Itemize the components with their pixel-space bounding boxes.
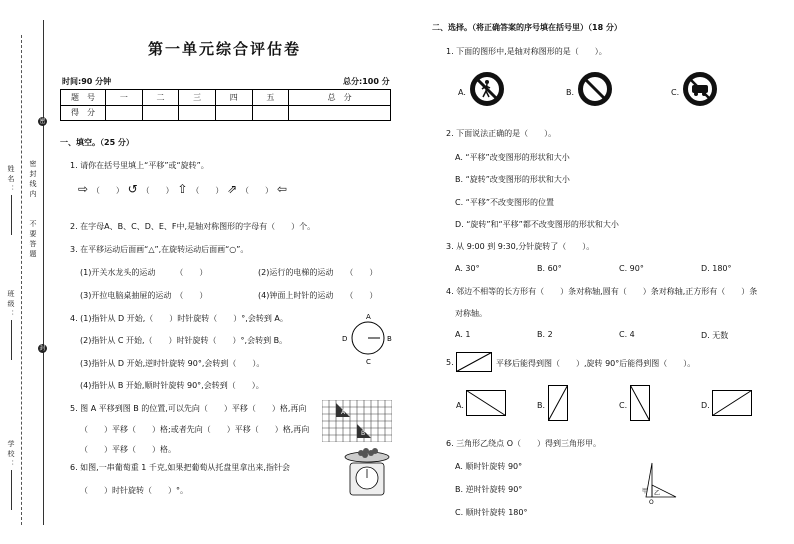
triangle-label-jia: 甲	[642, 488, 649, 495]
section-1-heading: 一、填空。（25 分）	[60, 138, 134, 147]
q4-option: D. 无数	[701, 331, 729, 340]
q1-blank[interactable]: （ ）	[241, 186, 274, 195]
q1-blank[interactable]: （ ）	[191, 186, 224, 195]
q4-circle-diagram	[340, 312, 396, 368]
question-2-6: 6. 三角形乙绕点 O（ ）得到三角形甲。	[446, 439, 602, 448]
score-table-score-row	[61, 105, 391, 121]
q5-number: 5.	[446, 358, 454, 367]
q1-arrows-row	[78, 182, 287, 196]
q1-blank[interactable]: （ ）	[141, 186, 174, 195]
vehicle-icon	[688, 77, 712, 101]
score-cell: 得 分	[61, 105, 106, 121]
score-cell[interactable]	[215, 105, 252, 121]
q4-line: 4. 邻边不相等的长方形有（ ）条对称轴,圆有（ ）条对称轴,正方形有（ ）条	[446, 287, 758, 296]
q4-option: A. 1	[455, 330, 471, 339]
q4-item: (2)指针从 C 开始,（ ）时针旋转（ ）°,会转到 B。	[80, 336, 288, 345]
binding-solid-line	[43, 20, 44, 525]
score-cell[interactable]	[252, 105, 289, 121]
q4-item: (4)指针从 B 开始,顺时针旋转 90°,会转到（ ）。	[80, 381, 264, 390]
no-pedestrian-sign-icon	[470, 72, 504, 106]
q5-option-c-figure[interactable]	[630, 385, 650, 421]
q5-option-a-figure[interactable]	[466, 390, 506, 416]
question-2-3: 3. 从 9:00 到 9:30,分针旋转了（ ）。	[446, 242, 595, 251]
school-label: 学校：	[7, 440, 15, 470]
q5-grid-figure	[322, 400, 392, 442]
slash-icon	[583, 77, 607, 101]
q5-line: 5. 图 A 平移到图 B 的位置,可以先向（ ）平移（ ）格,再向	[70, 404, 307, 413]
binding-dashed-line	[21, 35, 22, 525]
q4-line: 对称轴。	[455, 309, 487, 318]
question-1-1: 1. 请你在括号里填上“平移”或“旋转”。	[70, 161, 209, 170]
section-2-heading: 二、选择。（将正确答案的序号填在括号里）（18 分）	[432, 23, 622, 32]
q5-text: 平移后能得到图（ ）,旋转 90°后能得到图（ ）。	[496, 359, 696, 368]
no-vehicle-sign-icon	[683, 72, 717, 106]
binding-dot-1: 密	[39, 118, 46, 125]
score-table-header-row	[61, 90, 391, 106]
q5-option-b-figure[interactable]	[548, 385, 568, 421]
option-label: B.	[566, 88, 575, 97]
q6-option: C. 顺时针旋转 180°	[455, 508, 528, 517]
binding-warning-text-1: 密封线内	[29, 160, 37, 200]
q5-option-d-figure[interactable]	[712, 390, 752, 416]
class-label: 班级：	[7, 290, 15, 320]
name-underline	[11, 195, 12, 235]
q6-option: A. 顺时针旋转 90°	[455, 462, 523, 471]
score-cell: 总 分	[289, 90, 391, 106]
binding-warning-text-2: 不要答题	[29, 220, 37, 260]
school-underline	[11, 470, 12, 510]
score-cell: 二	[142, 90, 179, 106]
q2-option: A. “平移”改变图形的形状和大小	[455, 153, 570, 162]
q3-item: (1)开关水龙头的运动 （ ）	[80, 268, 208, 277]
point-o-label: O	[649, 499, 654, 505]
up-arrow-icon: ⇧	[177, 182, 188, 196]
q6-line: 6. 如图,一串葡萄重 1 千克,如果把葡萄从托盘里拿出来,指针会	[70, 463, 290, 472]
question-1-3: 3. 在平移运动后面画“△”,在旋转运动后面画“○”。	[70, 245, 249, 254]
score-table	[60, 89, 391, 121]
name-label: 姓名：	[7, 165, 15, 195]
binding-dot-2: 封	[39, 345, 46, 352]
q5-option-label: B.	[537, 401, 546, 410]
exam-total: 总分:100 分	[343, 77, 390, 86]
q6-line: （ ）时针旋转（ ）°。	[80, 486, 188, 495]
q5-option-label: C.	[619, 401, 628, 410]
score-cell: 三	[179, 90, 216, 106]
q4-item: (3)指针从 D 开始,逆时针旋转 90°,会转到（ ）。	[80, 359, 265, 368]
score-cell: 五	[252, 90, 289, 106]
q2-option: C. “平移”不改变图形的位置	[455, 198, 554, 207]
q5-line: （ ）平移（ ）格;或者先向（ ）平移（ ）格,再向	[80, 425, 310, 434]
class-underline	[11, 320, 12, 360]
q1-blank[interactable]: （ ）	[91, 186, 124, 195]
q3-item: (3)开拉电脑桌抽屉的运动 （ ）	[80, 291, 208, 300]
diagonal-arrow-icon: ⇗	[227, 182, 238, 196]
q4-option: C. 4	[619, 330, 635, 339]
q5-line: （ ）平移（ ）格。	[80, 445, 176, 454]
q3-option: C. 90°	[619, 264, 644, 273]
score-cell[interactable]	[179, 105, 216, 121]
q3-option: D. 180°	[701, 264, 732, 273]
question-1-2: 2. 在字母A、B、C、D、E、F中,是轴对称图形的字母有（ ）个。	[70, 222, 316, 231]
score-cell: 四	[215, 90, 252, 106]
q2-option: D. “旋转”和“平移”都不改变图形的形状和大小	[455, 220, 619, 229]
curved-arrow-icon: ↺	[127, 182, 138, 196]
score-cell[interactable]	[106, 105, 143, 121]
score-cell: 题 号	[61, 90, 106, 106]
score-cell[interactable]	[289, 105, 391, 121]
pedestrian-icon	[475, 77, 499, 101]
grid-label-a: A	[341, 409, 346, 416]
question-2-1: 1. 下面的图形中,是轴对称图形的是（ ）。	[446, 47, 607, 56]
circle-label-d: D	[342, 335, 348, 343]
double-arrow-left-icon: ⇦	[276, 182, 287, 196]
q3-item: (4)钟面上时针的运动 （ ）	[258, 291, 378, 300]
q5-option-label: D.	[701, 401, 710, 410]
q5-rectangle-figure	[456, 352, 492, 372]
q2-option: B. “旋转”改变图形的形状和大小	[455, 175, 570, 184]
double-arrow-right-icon: ⇨	[78, 182, 89, 196]
grid-label-b: B	[361, 430, 366, 437]
q5-option-label: A.	[456, 401, 464, 410]
q3-option: B. 60°	[537, 264, 562, 273]
question-2-2: 2. 下面说法正确的是（ ）。	[446, 129, 557, 138]
option-label: A.	[458, 88, 466, 97]
exam-time: 时间:90 分钟	[62, 77, 112, 86]
circle-label-a: A	[366, 313, 371, 321]
page-title: 第一单元综合评估卷	[148, 40, 302, 58]
q3-item: (2)运行的电梯的运动 （ ）	[258, 268, 378, 277]
circle-label-b: B	[387, 335, 392, 343]
triangle-label-yi: 乙	[654, 490, 661, 497]
scale-with-grapes-figure	[342, 445, 392, 500]
score-cell: 一	[106, 90, 143, 106]
q3-option: A. 30°	[455, 264, 480, 273]
prohibition-sign-icon	[578, 72, 612, 106]
option-label: C.	[671, 88, 680, 97]
q6-option: B. 逆时针旋转 90°	[455, 485, 523, 494]
circle-label-c: C	[366, 358, 371, 366]
q4-item: 4. (1)指针从 D 开始,（ ）时针旋转（ ）°,会转到 A。	[70, 314, 288, 323]
score-cell[interactable]	[142, 105, 179, 121]
q6-triangle-figure	[630, 455, 680, 505]
q4-option: B. 2	[537, 330, 553, 339]
